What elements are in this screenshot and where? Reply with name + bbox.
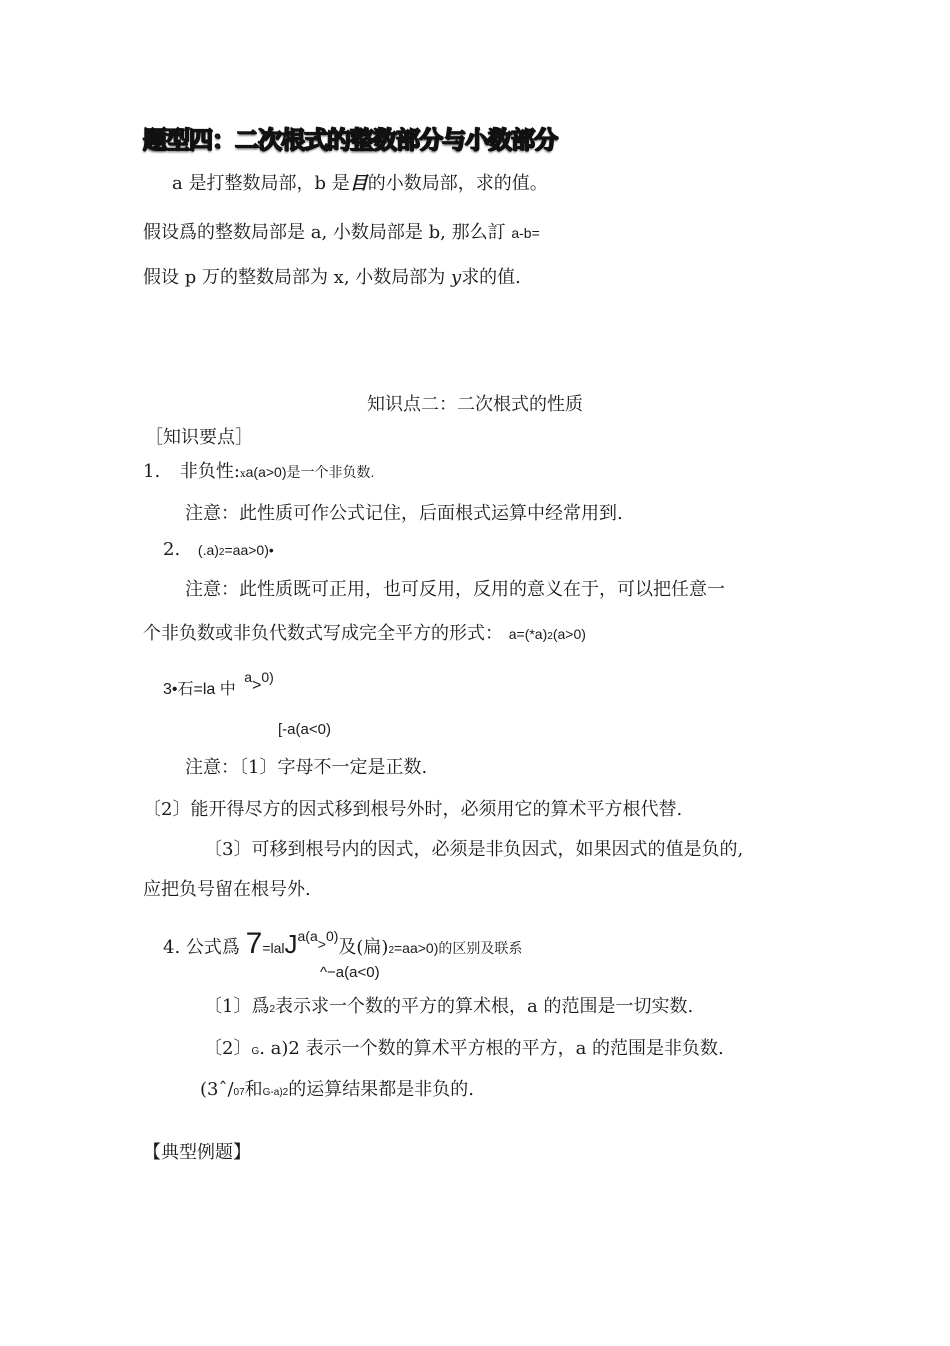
property-3-note-1: 注意：〔1〕字母不一定是正数. xyxy=(185,757,428,778)
property-4-item-1-subscript: 2 xyxy=(269,1004,276,1015)
property-3-case-negative: [-a(a<0) xyxy=(278,721,331,738)
property-2 xyxy=(163,538,274,565)
property-2-note-text: 个非负数或非负代数式写成完全平方的形式： xyxy=(143,623,503,644)
question-1-text-a: a 是打整数局部，b 是 xyxy=(172,173,350,194)
property-4-item-1-label: 〔1〕爲 xyxy=(204,996,270,1017)
property-4-abs: =lal xyxy=(262,940,285,956)
property-4-item-1 xyxy=(204,995,693,1022)
property-4-item-3-sub-2: G-a)2 xyxy=(262,1087,289,1098)
property-4-item-2-label: 〔2〕 xyxy=(204,1038,252,1059)
property-2-note-formula: a=(*a) xyxy=(508,626,548,642)
property-4-case-gt: > xyxy=(317,936,326,952)
property-4-item-3 xyxy=(200,1078,474,1105)
property-4-label: 4. 公式爲 xyxy=(163,937,240,958)
section-banner: 题型四：二次根式的整数部分与小数部分 xyxy=(143,126,557,154)
property-4-item-2-subscript: G xyxy=(251,1046,260,1057)
property-2-note-line-2 xyxy=(143,622,586,649)
property-2-formula: (.a) xyxy=(197,542,219,558)
property-4-case-negative: ^−a(a<0) xyxy=(320,964,380,981)
property-2-number: 2. xyxy=(163,539,181,560)
key-points-label: ［知识要点］ xyxy=(145,427,253,448)
property-3-note-3: 〔3〕可移到根号内的因式，必须是非负因式，如果因式的值是负的, xyxy=(204,839,744,860)
property-4-compare: 及(扁) xyxy=(338,937,389,958)
question-3 xyxy=(143,266,521,290)
question-2 xyxy=(143,221,540,245)
question-3-var: y xyxy=(451,267,462,288)
property-2-note-formula-end: (a>0) xyxy=(552,626,586,642)
question-1-glyph: 目 xyxy=(349,173,368,194)
property-4 xyxy=(163,927,523,963)
question-3-text: 假设 p 万的整数局部为 x, 小数局部为 xyxy=(143,267,446,288)
question-3-text-end: 求的值. xyxy=(461,267,521,288)
property-4-item-3-and: 和 xyxy=(244,1079,263,1100)
property-3-formula: 3•石=la 中 xyxy=(163,681,236,698)
property-4-item-2 xyxy=(204,1037,724,1064)
property-2-note-line-1: 注意：此性质既可正用，也可反用，反用的意义在于，可以把任意一 xyxy=(185,579,725,600)
property-4-item-2-text: . a)2 表示一个数的算术平方根的平方，a 的范围是非负数. xyxy=(259,1038,724,1059)
property-4-seven: 7 xyxy=(245,927,263,960)
property-3-case-gt: > xyxy=(252,677,262,694)
examples-label: 【典型例题】 xyxy=(143,1142,251,1163)
property-1-number: 1. xyxy=(143,461,161,482)
question-2-formula: a-b= xyxy=(511,225,540,241)
property-2-note-subscript: 2 xyxy=(547,631,553,642)
property-1-root-mark: x xyxy=(240,469,246,480)
property-3-note-4: 应把负号留在根号外. xyxy=(143,879,311,900)
property-3-case-end: 0) xyxy=(261,669,274,685)
property-3-note-2: 〔2〕能开得尽方的因式移到根号外时，必须用它的算术平方根代替. xyxy=(143,799,683,820)
property-4-item-3-sub-1: 07 xyxy=(233,1087,245,1098)
property-1-label: 非负性: xyxy=(179,461,240,482)
property-2-subscript: 2 xyxy=(218,547,225,558)
question-1 xyxy=(172,172,548,196)
property-3 xyxy=(163,669,274,702)
property-2-formula-rest: =aa>0)• xyxy=(224,542,274,558)
section-title: 知识点二：二次根式的性质 xyxy=(367,394,583,415)
property-4-item-3-text: 的运算结果都是非负的. xyxy=(288,1079,474,1100)
property-1 xyxy=(143,460,374,487)
question-2-text: 假设爲的整数局部是 a, 小数局部是 b, 那么訂 xyxy=(143,222,506,243)
property-1-text: a(a>0)是一个非负数. xyxy=(245,464,375,480)
property-4-case-a: a(a xyxy=(297,928,318,944)
property-4-brace-j: J xyxy=(284,929,298,959)
property-4-compare-end: =aa>0)的区别及联系 xyxy=(394,940,523,956)
property-3-case-a: a xyxy=(244,669,252,685)
property-1-note: 注意：此性质可作公式记住，后面根式运算中经常用到. xyxy=(185,503,623,524)
property-4-item-3-label: (3ˆ/ xyxy=(200,1079,234,1100)
question-1-text-c: 的小数局部，求的值。 xyxy=(367,173,548,194)
property-4-subscript: 2 xyxy=(388,945,394,956)
property-4-item-1-text: 表示求一个数的平方的算术根，a 的范围是一切实数. xyxy=(275,996,694,1017)
property-4-case-end: 0) xyxy=(325,928,339,944)
